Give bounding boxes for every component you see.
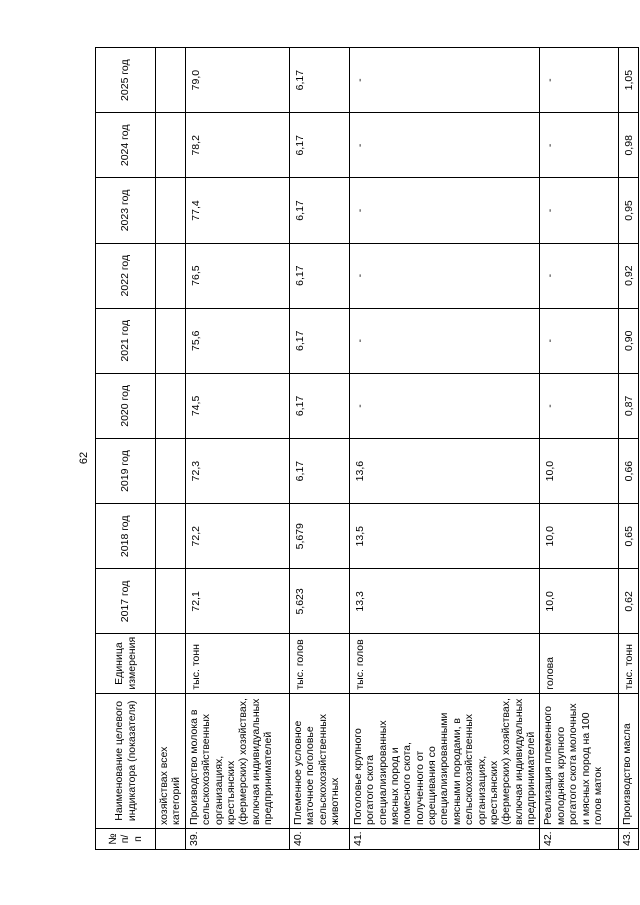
header-2025: 2025 год [96,48,156,113]
value-2019: 13,6 [349,439,540,504]
unit-cell: тыс. голов [289,634,349,693]
value-2021: - [349,308,540,373]
value-2020 [156,373,186,438]
value-2025: - [540,48,619,113]
unit-cell: тыс. тонн [619,634,638,693]
value-2019: 6,17 [289,439,349,504]
value-2022: 76,5 [185,243,289,308]
table-row [349,48,540,850]
value-2022: - [349,243,540,308]
value-2020: 6,17 [289,373,349,438]
value-2025: 1,05 [619,48,638,113]
value-2022 [156,243,186,308]
rotated-table-container [95,47,636,850]
value-2024: 0,98 [619,113,638,178]
value-2023: 6,17 [289,178,349,243]
header-2020: 2020 год [96,373,156,438]
header-2022: 2022 год [96,243,156,308]
value-2018: 0,65 [619,504,638,569]
value-2017: 0,62 [619,569,638,634]
table-row [185,48,289,850]
value-2023: - [540,178,619,243]
value-2021: 75,6 [185,308,289,373]
value-2020: 74,5 [185,373,289,438]
value-2018: 5,679 [289,504,349,569]
header-idx: № п/п [96,828,156,849]
header-2017: 2017 год [96,569,156,634]
table-row [619,48,638,850]
value-2025: - [349,48,540,113]
value-2017: 5,623 [289,569,349,634]
value-2023: 0,95 [619,178,638,243]
value-2024: 78,2 [185,113,289,178]
value-2018: 72,2 [185,504,289,569]
value-2024 [156,113,186,178]
value-2017 [156,569,186,634]
value-2022: 0,92 [619,243,638,308]
row-number: 40. [289,828,349,849]
value-2023 [156,178,186,243]
value-2019: 10,0 [540,439,619,504]
indicator-name: хозяйствах всех категорий [156,693,186,828]
header-2018: 2018 год [96,504,156,569]
value-2024: - [540,113,619,178]
indicator-name: Поголовье крупного рогатого скота специализированных мясных пород и помесного скота, полученного от скрещивания со специализированными мясными породами, в сельскохозяйственных организациях, крестьянских (фермерских) хозяйствах, включая индивидуальных предпринимателей [349,693,540,828]
value-2019: 72,3 [185,439,289,504]
value-2017: 72,1 [185,569,289,634]
value-2023: 77,4 [185,178,289,243]
value-2019: 0,66 [619,439,638,504]
value-2018: 13,5 [349,504,540,569]
unit-cell: тыс. голов [349,634,540,693]
indicator-name: Племенное условное маточное поголовье сельскохозяйственных животных [289,693,349,828]
header-2024: 2024 год [96,113,156,178]
value-2023: - [349,178,540,243]
unit-cell: голова [540,634,619,693]
page-number: 62 [78,451,91,465]
value-2018: 10,0 [540,504,619,569]
indicator-name: Реализация племенного молодняка крупного рогатого скота молочных и мясных пород на 100 голов маток [540,693,619,828]
row-number: 43. [619,828,638,849]
table-header-row [96,48,156,850]
unit-cell [156,634,186,693]
value-2017: 10,0 [540,569,619,634]
table-row [156,48,186,850]
value-2025: 79,0 [185,48,289,113]
value-2024: 6,17 [289,113,349,178]
value-2019 [156,439,186,504]
header-2021: 2021 год [96,308,156,373]
value-2025 [156,48,186,113]
unit-cell: тыс. тонн [185,634,289,693]
value-2020: 0,87 [619,373,638,438]
value-2017: 13,3 [349,569,540,634]
row-number: 39. [185,828,289,849]
row-number [156,828,186,849]
value-2025: 6,17 [289,48,349,113]
header-2023: 2023 год [96,178,156,243]
indicators-table [95,47,639,850]
table-row [289,48,349,850]
value-2021: 0,90 [619,308,638,373]
value-2020: - [349,373,540,438]
indicator-name: Производство молока в сельскохозяйственных организациях, крестьянских (фермерских) хозяйствах, включая индивидуальных предпринимателей [185,693,289,828]
value-2021: 6,17 [289,308,349,373]
value-2021 [156,308,186,373]
value-2018 [156,504,186,569]
value-2020: - [540,373,619,438]
value-2022: - [540,243,619,308]
value-2022: 6,17 [289,243,349,308]
indicator-name: Производство масла [619,693,638,828]
value-2021: - [540,308,619,373]
header-name: Наименование целевого индикатора (показателя) [96,693,156,828]
value-2024: - [349,113,540,178]
row-number: 42. [540,828,619,849]
table-row [540,48,619,850]
row-number: 41. [349,828,540,849]
header-2019: 2019 год [96,439,156,504]
header-unit: Единица измерения [96,634,156,693]
